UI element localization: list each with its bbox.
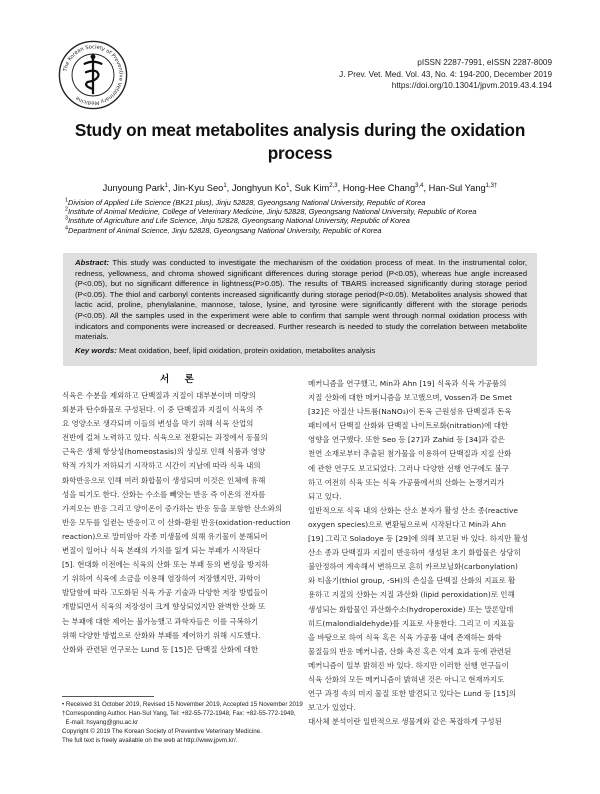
body-line: 하고 여전히 식육 또는 식육 가공품에서의 산화는 논쟁거리가 [308, 477, 505, 487]
body-line: 전반에 걸쳐 노력하고 있다. 식육으로 전환되는 과정에서 동물의 [62, 433, 268, 443]
footnote-line: †Corresponding Author. Han-Sul Yang, Tel: +82-55-772-1948, Fax: +82-55-772-1949, [62, 709, 296, 717]
affiliation-text: Institute of Animal Medicine, College of Veterinary Medicine, Jinju 52828, Gyeongsang National University, Republic of Korea [68, 207, 477, 217]
affiliation-mark: 3 [65, 215, 68, 222]
body-line: 물질들의 반응 메커니즘, 산화 촉진 혹은 억제 효과 등에 관련된 [308, 646, 512, 656]
body-line: [5]. 현대화 이전에는 식육의 산화 또는 부패 등의 변성을 방지하 [62, 560, 269, 570]
journal-citation: J. Prev. Vet. Med. Vol. 43, No. 4: 194-200, December 2019 [339, 69, 552, 79]
body-line: [19] 그리고 Soladoye 등 [29]에 의해 보고된 바 있다. 하지만 활성 [308, 534, 529, 544]
affiliation [65, 198, 535, 207]
affiliation-mark: 2 [65, 206, 68, 213]
footnote-line[interactable]: The full text is freely available on the web at http://www.jpvm.kr/. [62, 736, 238, 744]
body-line: 반응 모두를 일컫는 반응이고 이 산화-환원 반응(oxidation-reduction [62, 517, 291, 527]
body-line: 와 티올기(thiol group, -SH)의 손실을 단백질 산화의 지표로 활 [308, 576, 516, 586]
body-line: 지질 산화에 대한 메커니즘을 보고했으며, Vossen과 De Smet [308, 393, 513, 403]
keywords-label: Key words: [75, 346, 117, 355]
abstract [75, 258, 527, 343]
body-line: 학적 가치가 저하되기 시작하고 시간이 지남에 따라 식육 내의 [62, 461, 261, 471]
logo-ring-text: The Korean Society of Preventive Veterinary Medicine [62, 44, 124, 106]
body-line: 에 관한 연구도 보고되었다. 그러나 다양한 선행 연구에도 불구 [308, 463, 509, 473]
body-line: 기 위하여 식육에 소금을 이용해 염장하여 저장했지만, 과학이 [62, 574, 261, 584]
footnote-rule [62, 696, 154, 697]
body-line: 성을 띠기도 한다. 산화는 수소를 빼앗는 반응 즉 이온의 전자를 [62, 489, 266, 499]
body-line: 히드(malondialdehyde)를 지표로 사용한다. 그리고 이 지표들 [308, 618, 515, 628]
body-line: oxygen species)으로 변환됨으로써 시작된다고 Min과 Ahn [308, 519, 506, 529]
body-column-right [308, 377, 542, 729]
paper-title [40, 119, 560, 165]
keywords-text: Meat oxidation, beef, lipid oxidation, protein oxidation, metabolites analysis [118, 346, 376, 355]
affiliation-text: Institute of Agriculture and Life Science, Jinju 52828, Gyeongsang National University, Republic of Korea [68, 216, 410, 226]
author-affiliation-mark: 2,3 [329, 182, 338, 189]
body-line: 패티에서 단백질 산화와 단백질 나이트로화(nitration)에 대한 [308, 421, 509, 431]
body-column-left [62, 389, 298, 657]
body-line: 영향을 연구했다. 또한 Seo 등 [27]과 Zahid 등 [34]과 같은 [308, 435, 505, 445]
body-line: 는 부패에 대한 제어는 불가능했고 과학자들은 이를 극복하기 [62, 616, 259, 626]
affiliation [65, 226, 535, 235]
body-line: 불안정하여 계속해서 변하므로 흔히 카르보닐화(carbonylation) [308, 562, 518, 572]
body-line: 일반적으로 식육 내의 산화는 산소 분자가 활성 산소 종(reactive [308, 505, 518, 515]
footnotes [62, 701, 302, 746]
abstract-text: This study was conducted to investigate the mechanism of the oxidation process of meat. In the instrumental color, redness, yellowness, and chroma showed significant differences during storage period (P<0.05), whereas hue angle increased (P<0.05), but no significant difference in lightness(P>0.05). The results of TBARS increased significantly during storage period (P<0.05). The thiol and carbonyl contents increased significantly during storage period(P<0.05). Metabolites analysis showed that lactic acid, proline, phenylalanine, mannose, talose, lysine, and tyrosine were significantly different with the storage periods (P<0.05). All the samples used in the experiment were able to confirm that sample went through normal oxidation process with indicators and components were increased or decreased. Further research is needed to study the correlation between metabolite materials. [75, 258, 527, 342]
body-line: 회분과 탄수화물로 구성된다. 이 중 단백질과 지질이 식육의 주 [62, 405, 263, 415]
body-line: 용하고 지질의 산화는 지질 과산화 (lipid peroxidation)로 인해 [308, 590, 515, 600]
author-name: Jin-Kyu Seo [173, 183, 224, 193]
affiliation-mark: 4 [65, 225, 68, 232]
society-seal-logo [58, 40, 128, 110]
body-line: 메커니즘을 연구했고, Min과 Ahn [19] 식육과 식육 가공품의 [308, 379, 507, 388]
body-line: 식육은 수분을 제외하고 단백질과 지질이 대부분이며 미량의 [62, 391, 256, 400]
body-line: 위해 다양한 방법으로 산화와 부패를 제어하기 위해 시도했다. [62, 630, 261, 640]
body-line: 변질이 일어나 식육 본래의 가치를 잃게 되는 부패가 시작된다 [62, 546, 261, 556]
keywords [75, 346, 527, 357]
affiliation-mark: 1 [65, 197, 68, 204]
footnote-line: Copyright © 2019 The Korean Society of Preventive Veterinary Medicine. [62, 727, 262, 735]
body-line: 산화와 관련된 연구로는 Lund 등 [15]은 단백질 산화에 대한 [62, 644, 259, 654]
body-line: 대사체 분석이란 일반적으로 생물계와 같은 복잡하게 구성된 [308, 717, 502, 727]
body-line: 요 영양소로 생각되며 이들의 변성을 막기 위해 식육 산업의 [62, 419, 254, 429]
author-name: Junyoung Park [102, 183, 165, 193]
footnote-line: E-mail: hsyang@gnu.ac.kr [62, 718, 139, 726]
body-line: 화학반응으로 인해 여러 화합물이 생성되며 이것은 인체에 유해 [62, 475, 266, 485]
author-affiliation-mark: 1 [223, 182, 227, 189]
body-line: reaction)으로 말미암아 각종 미생물에 의해 유기물이 분해되어 [62, 531, 268, 541]
body-line: [32]은 아질산 나트륨(NaNO₃)이 돈육 근원섬유 단백질과 돈육 [308, 407, 512, 417]
author-list: Junyoung Park$^1$, Jin-Kyu Seo$^1$, Jonghyun Ko$^1$, Suk Kim$^{2,3}$, Hong-Hee Chang$^{3,4}$, Han-Sul Yang$^{1,3\dagger}$ [102, 182, 498, 193]
body-line: 연구 과정 속의 미지 물질 또한 발견되고 있다는 Lund 등 [15]의 [308, 689, 516, 699]
author-affiliation-mark: 1 [164, 182, 168, 189]
affiliation-text: Department of Animal Science, Jinju 52828, Gyeongsang National University, Republic of Korea [68, 225, 382, 235]
body-line: 을 바탕으로 하여 식육 혹은 식육 가공품 내에 존재하는 화학 [308, 632, 502, 642]
author-affiliation-mark: 3,4 [415, 182, 424, 189]
author-name: Jonghyun Ko [231, 183, 287, 193]
author-affiliation-mark: 1,3† [485, 182, 498, 189]
body-line: 근육은 생체 항상성(homeostasis)의 상실로 인해 식품과 영양 [62, 447, 266, 457]
section-heading-introduction: 서 론 [160, 374, 200, 385]
body-line: 식육 산화의 모든 메커니즘이 밝혀낸 것은 아니고 현재까지도 [308, 674, 505, 684]
body-line: 가져오는 반응 그리고 양이온이 증가하는 반응 등을 포함한 산소와의 [62, 503, 283, 513]
body-line: 생성되는 화합물인 과산화수소(hydroperoxide) 또는 말론알데 [308, 604, 514, 614]
abstract-label: Abstract: [75, 258, 110, 267]
author-name: Han-Sul Yang [428, 183, 486, 193]
title-line-2: process [267, 143, 333, 163]
author-name: Suk Kim [294, 183, 330, 193]
journal-doi-link[interactable]: https://doi.org/10.13041/jpvm.2019.43.4.194 [391, 81, 552, 90]
body-line: 개발되면서 식육의 저장성이 크게 향상되었지만 완벽한 산화 또 [62, 602, 266, 612]
body-line: 발달함에 따라 고도화된 식육 가공 기술과 다양한 저장 방법들이 [62, 588, 268, 598]
body-line: 천연 소재로부터 추출된 첨가물을 이용하여 단백질과 지질 산화 [308, 449, 512, 459]
body-line: 메커니즘이 일부 밝혀진 바 있다. 하지만 이러한 선행 연구들이 [308, 660, 509, 670]
author-affiliation-mark: 1 [286, 182, 290, 189]
affiliation [65, 216, 535, 225]
affiliation-list [65, 198, 535, 235]
body-line: 산소 종과 단백질과 지질이 반응하여 생성된 초기 화합물은 상당히 [308, 548, 521, 558]
body-line: 되고 있다. [308, 491, 342, 501]
affiliation-text: Division of Applied Life Science (BK21 plus), Jinju 52828, Gyeongsang National University, Republic of Korea [68, 198, 426, 207]
footnote-line: • Received 31 October 2019, Revised 15 November 2019, Accepted 15 November 2019 [62, 701, 303, 708]
author-name: Hong-Hee Chang [342, 183, 416, 193]
journal-issn: pISSN 2287-7991, eISSN 2287-8009 [417, 58, 552, 67]
body-line: 보고가 있었다. [308, 703, 356, 713]
title-line-1: Study on meat metabolites analysis during the oxidation [74, 120, 526, 140]
journal-meta [339, 57, 552, 92]
